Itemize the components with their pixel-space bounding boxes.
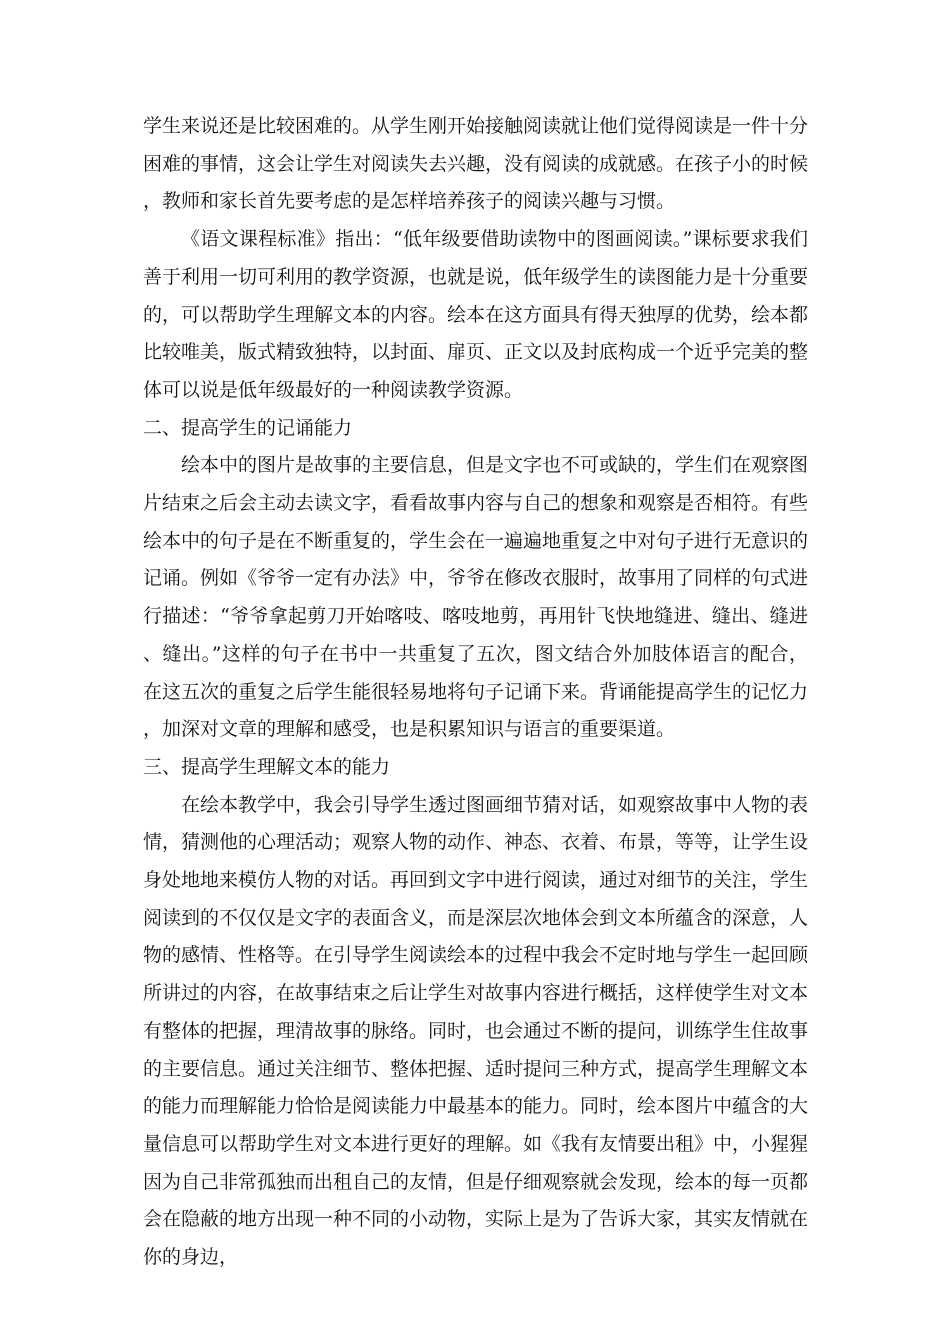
section-heading-comprehension: 三、提高学生理解文本的能力 xyxy=(143,755,391,778)
section-heading-recitation: 二、提高学生的记诵能力 xyxy=(143,416,353,439)
document-body xyxy=(143,108,808,1277)
paragraph-recitation: 绘本中的图片是故事的主要信息，但是文字也不可或缺的，学生们在观察图片结束之后会主动去读文字，看看故事内容与自己的想象和观察是否相符。有些绘本中的句子是在不断重复的，学生会在一遍遍地重复之中对句子进行无意识的记诵。例如《爷爷一定有办法》中，爷爷在修改衣服时，故事用了同样的句式进行描述：“爷爷拿起剪刀开始喀吱、喀吱地剪，再用针飞快地缝进、缝出、缝进、缝出。”这样的句子在书中一共重复了五次，图文结合外加肢体语言的配合，在这五次的重复之后学生能很轻易地将句子记诵下来。背诵能提高学生的记忆力，加深对文章的理解和感受，也是积累知识与语言的重要渠道。 xyxy=(143,454,809,741)
paragraph-continuation: 学生来说还是比较困难的。从学生刚开始接触阅读就让他们觉得阅读是一件十分困难的事情，这会让学生对阅读失去兴趣，没有阅读的成就感。在孩子小的时候，教师和家长首先要考虑的是怎样培养孩子的阅读兴趣与习惯。 xyxy=(143,115,809,213)
paragraph-comprehension: 在绘本教学中，我会引导学生透过图画细节猜对话，如观察故事中人物的表情，猜测他的心理活动；观察人物的动作、神态、衣着、布景，等等，让学生设身处地地来模仿人物的对话。再回到文字中进行阅读，通过对细节的关注，学生阅读到的不仅仅是文字的表面含义，而是深层次地体会到文本所蕴含的深意，人物的感情、性格等。在引导学生阅读绘本的过程中我会不定时地与学生一起回顾所讲过的内容，在故事结束之后让学生对故事内容进行概括，这样使学生对文本有整体的把握，理清故事的脉络。同时，也会通过不断的提问，训练学生住故事的主要信息。通过关注细节、整体把握、适时提问三种方式，提高学生理解文本的能力而理解能力恰恰是阅读能力中最基本的能力。同时，绘本图片中蕴含的大量信息可以帮助学生对文本进行更好的理解。如《我有友情要出租》中，小猩猩因为自己非常孤独而出租自己的友情，但是仔细观察就会发现，绘本的每一页都会在隐蔽的地方出现一种不同的小动物，实际上是为了告诉大家，其实友情就在你的身边， xyxy=(143,793,809,1269)
paragraph-curriculum-standard: 《语文课程标准》指出：“低年级要借助读物中的图画阅读。”课标要求我们善于利用一切可利用的教学资源，也就是说，低年级学生的读图能力是十分重要的，可以帮助学生理解文本的内容。绘本在这方面具有得天独厚的优势，绘本都比较唯美，版式精致独特，以封面、扉页、正文以及封底构成一个近乎完美的整体可以说是低年级最好的一种阅读教学资源。 xyxy=(143,228,809,401)
